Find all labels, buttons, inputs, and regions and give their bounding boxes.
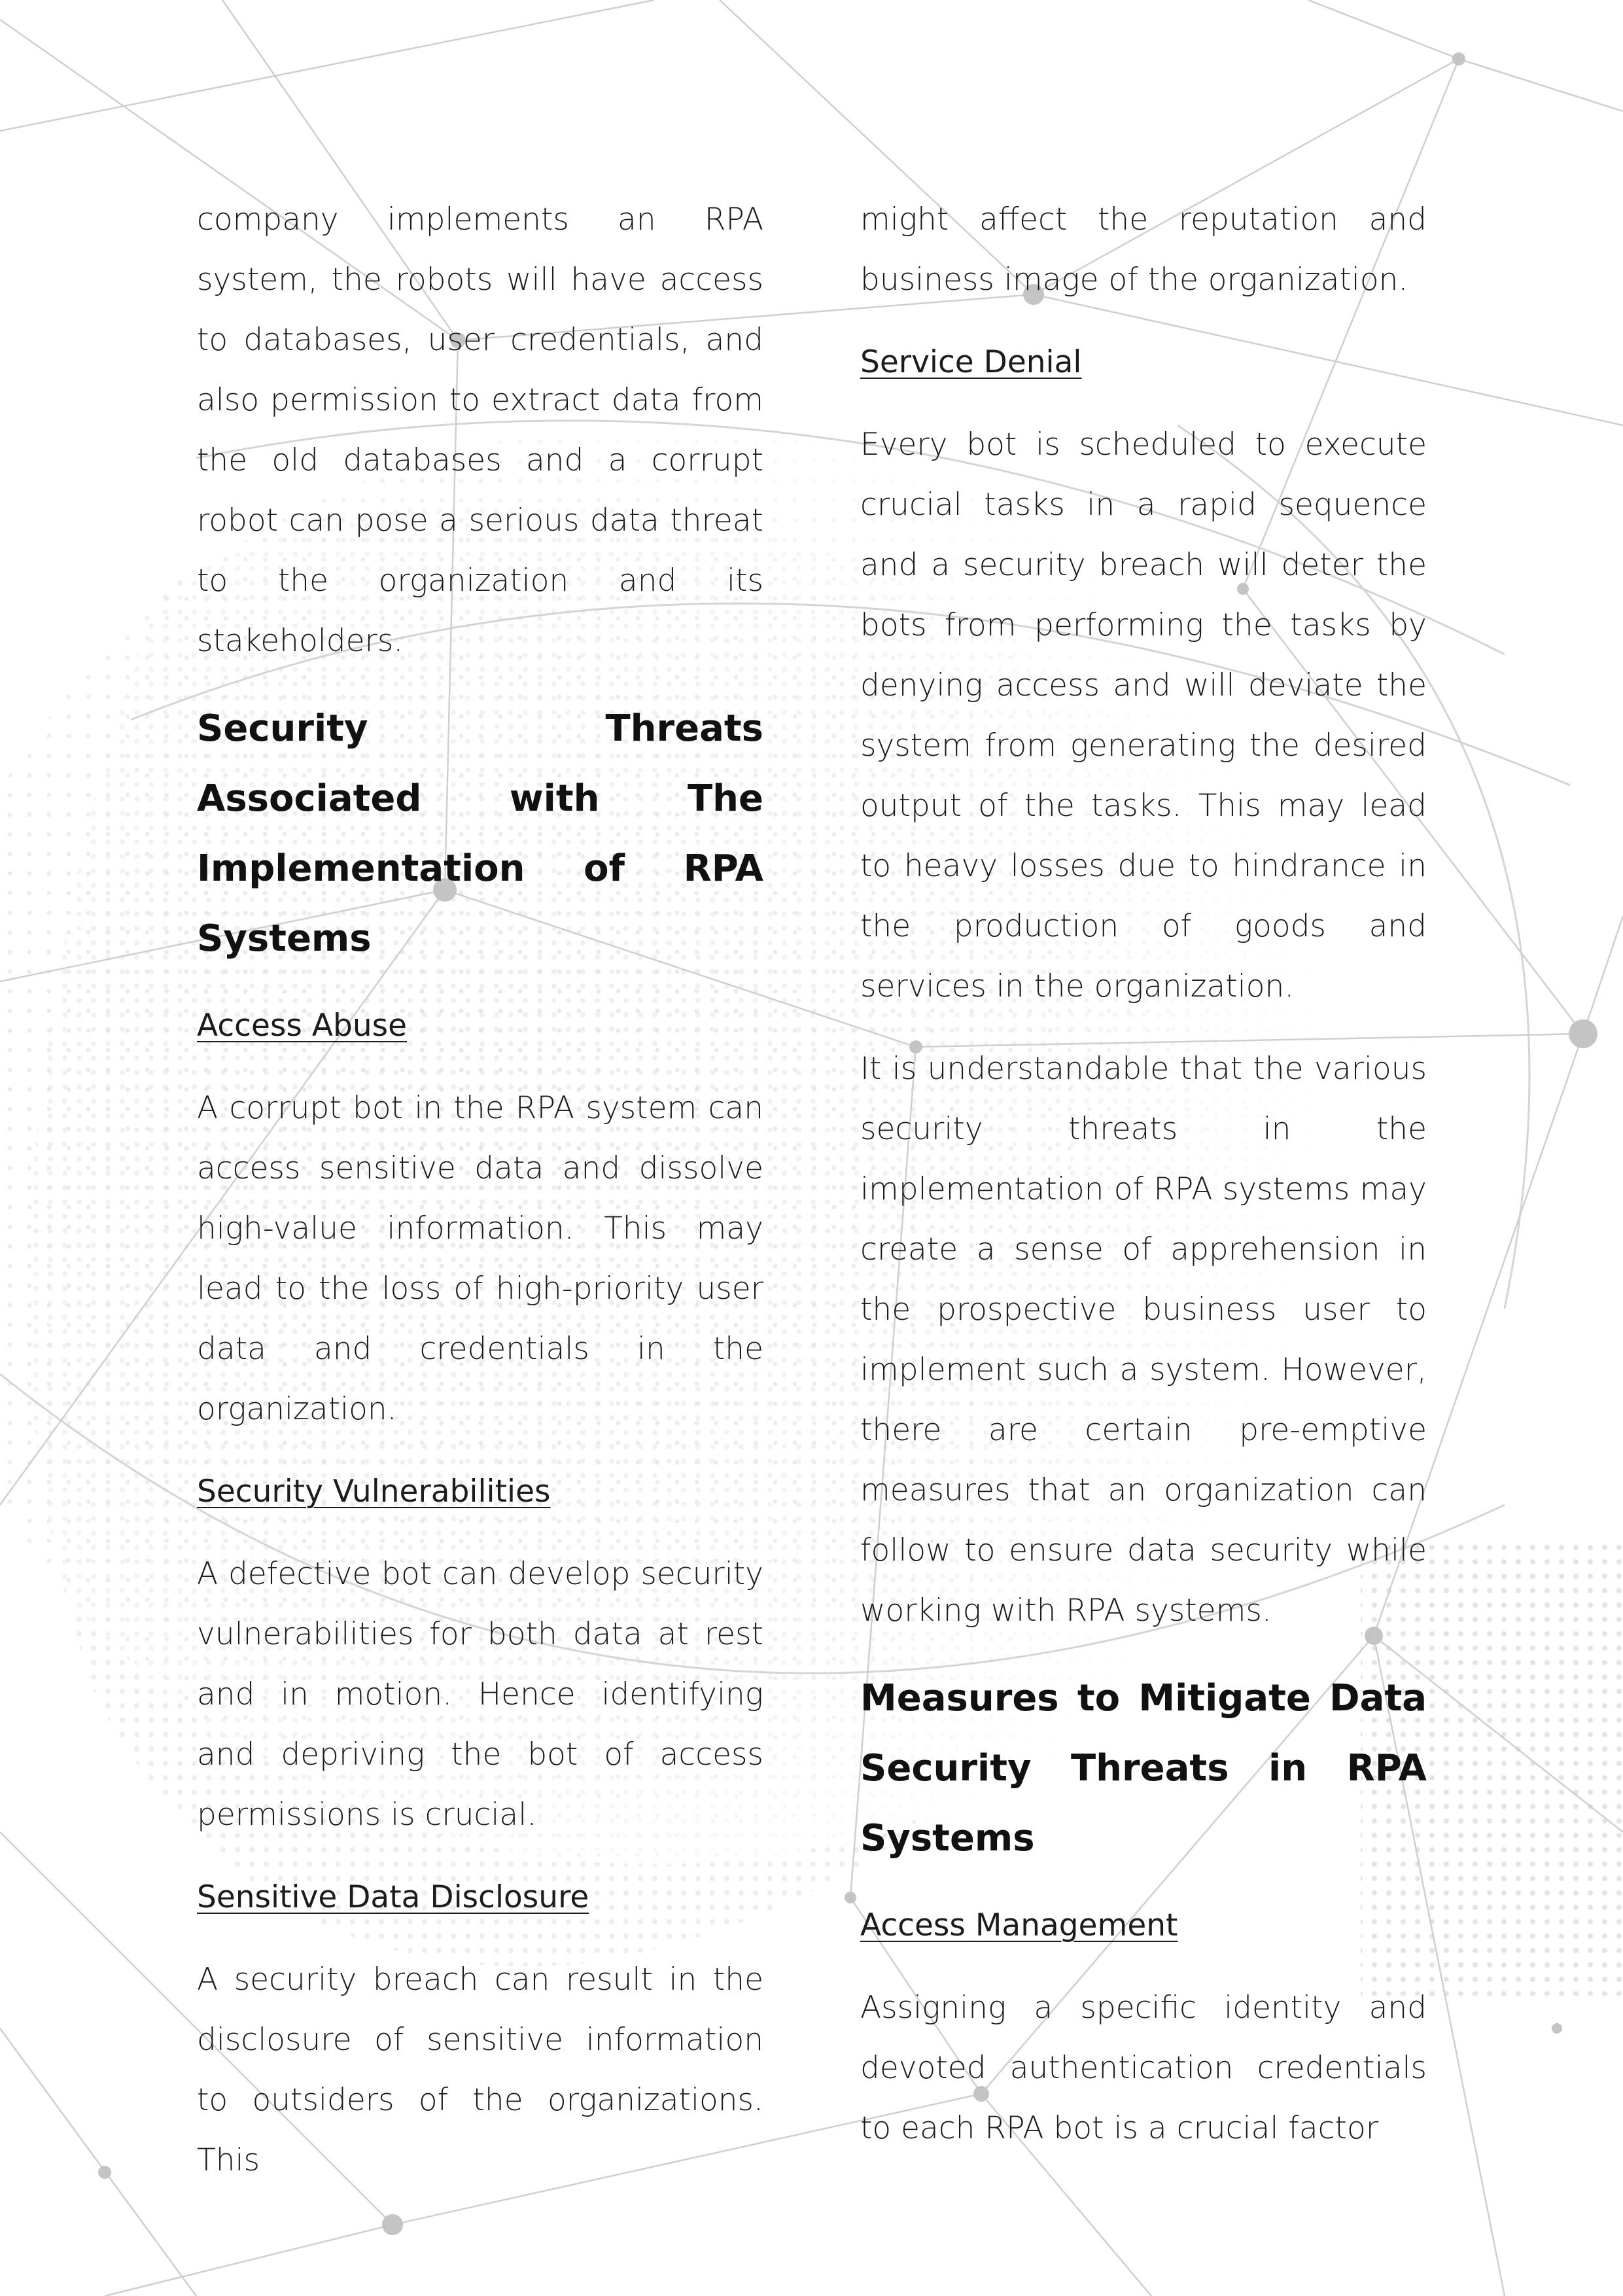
section-heading-security-threats: Security Threats Associated with The Implementation of RPA Systems — [197, 707, 763, 960]
subheading-access-management: Access Management — [860, 1907, 1178, 1943]
subheading-security-vulnerabilities: Security Vulnerabilities — [197, 1474, 551, 1510]
subheading-sensitive-data-disclosure: Sensitive Data Disclosure — [197, 1879, 589, 1915]
section-heading-measures: Measures to Mitigate Data Security Threats in RPA Systems — [860, 1677, 1427, 1860]
access-management-paragraph: Assigning a specific identity and devoted authentication credentials to each RPA bot is a crucial factor — [860, 1990, 1427, 2146]
service-denial-paragraph: Every bot is scheduled to execute crucial tasks in a rapid sequence and a security breach will deter the bots from performing the tasks by denying access and will deviate the system from generating the desired output of the tasks. This may lead to heavy losses due to hindrance in the production of goods and services in the organization. — [860, 427, 1427, 1004]
summary-paragraph: It is understandable that the various security threats in the implementation of RPA systems may create a sense of apprehension in the prospective business user to implement such a system. However, there are certain pre-emptive measures that an organization can follow to ensure data security while working with RPA systems. — [860, 1051, 1427, 1629]
sensitive-data-disclosure-paragraph: A security breach can result in the disclosure of sensitive information to outsiders of the organizations. This — [197, 1962, 763, 2178]
access-abuse-paragraph: A corrupt bot in the RPA system can access sensitive data and dissolve high-value information. This may lead to the loss of high-priority user data and credentials in the organization. — [197, 1090, 763, 1427]
subheading-access-abuse: Access Abuse — [197, 1008, 408, 1044]
subheading-service-denial: Service Denial — [860, 344, 1082, 380]
right-column — [860, 190, 1427, 2181]
left-column — [197, 190, 763, 2213]
intro-paragraph: company implements an RPA system, the robots will have access to databases, user credentials, and also permission to extract data from the old databases and a corrupt robot can pose a serious data threat to the organization and its stakeholders. — [197, 202, 763, 659]
continuation-paragraph: might affect the reputation and business image of the organization. — [860, 202, 1427, 298]
security-vulnerabilities-paragraph: A defective bot can develop security vulnerabilities for both data at rest and in motion. Hence identifying and depriving the bot of access permissions is crucial. — [197, 1556, 763, 1833]
